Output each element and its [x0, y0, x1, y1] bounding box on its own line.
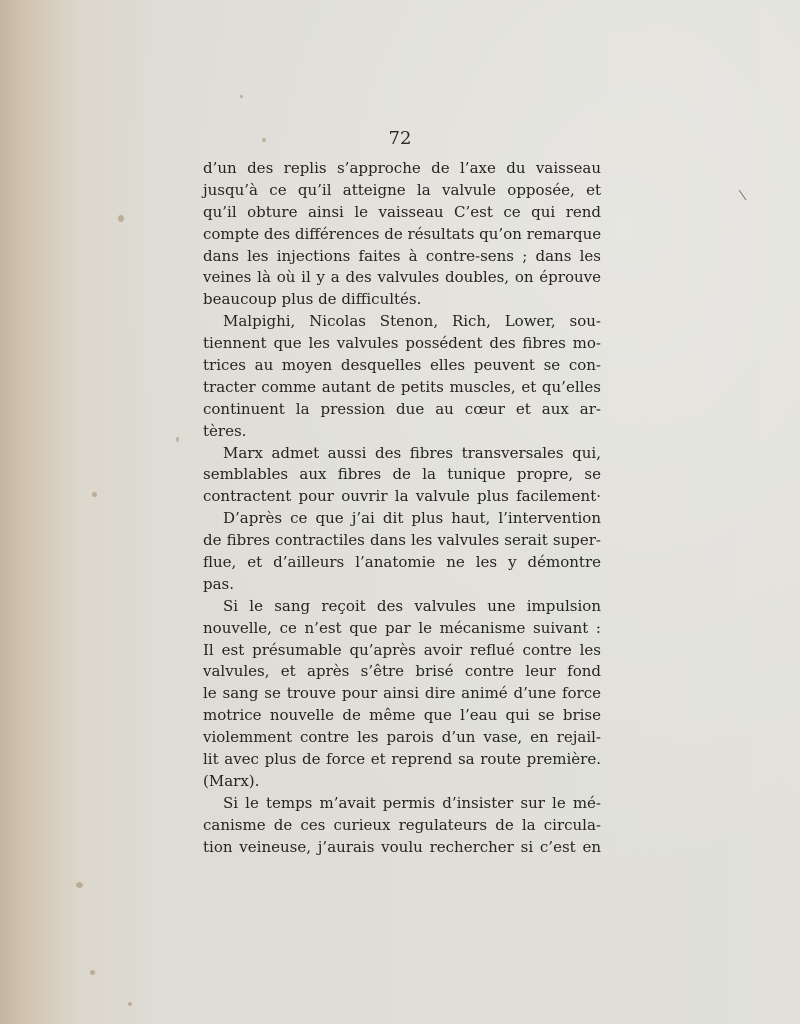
- text-line: D’après ce que j’ai dit plus haut, l’intervention: [223, 509, 601, 528]
- page-number: 72: [388, 128, 412, 149]
- text-line: (Marx).: [203, 771, 260, 790]
- text-line: nouvelle, ce n’est que par le mécanisme suivant :: [203, 618, 601, 637]
- text-line: violemment contre les parois d’un vase, en rejail-: [203, 728, 601, 747]
- text-line: lit avec plus de force et reprend sa route première.: [203, 750, 601, 769]
- text-line: Marx admet aussi des fibres transversales qui,: [223, 443, 601, 462]
- foxing-spot: [118, 215, 124, 222]
- text-line: tracter comme autant de petits muscles, et qu’elles: [203, 377, 601, 396]
- text-line: motrice nouvelle de même que l’eau qui se brise: [203, 706, 601, 725]
- text-line: compte des différences de résultats qu’on remarque: [203, 224, 602, 243]
- foxing-spot: [262, 138, 266, 142]
- text-line: tiennent que les valvules possédent des fibres mo-: [203, 334, 601, 353]
- foxing-spot: [92, 492, 97, 497]
- text-line: le sang se trouve pour ainsi dire animé d’une force: [203, 684, 601, 703]
- pen-mark: [731, 190, 747, 206]
- foxing-spot: [90, 970, 95, 975]
- text-line: trices au moyen desquelles elles peuvent se con-: [203, 356, 601, 375]
- text-line: canisme de ces curieux regulateurs de la circula-: [203, 815, 601, 834]
- text-line: veines là où il y a des valvules doubles, on éprouve: [203, 268, 601, 287]
- text-line: tion veineuse, j’aurais voulu rechercher si c’est en: [203, 837, 601, 856]
- foxing-spot: [128, 1002, 132, 1006]
- text-line: d’un des replis s’approche de l’axe du vaisseau: [203, 159, 601, 177]
- text-line: beaucoup plus de difficultés.: [203, 290, 422, 309]
- text-line: Si le sang reçoit des valvules une impulsion: [223, 596, 601, 615]
- text-line: Si le temps m’avait permis d’insister sur le mé-: [223, 793, 601, 812]
- text-line: qu’il obture ainsi le vaisseau C’est ce qui rend: [203, 202, 601, 221]
- text-line: Il est présumable qu’après avoir reflué contre les: [203, 640, 601, 659]
- text-line: semblables aux fibres de la tunique propre, se: [203, 465, 601, 484]
- text-line: dans les injections faites à contre-sens ; dans les: [203, 246, 601, 265]
- text-line: jusqu’à ce qu’il atteigne la valvule opposée, et: [203, 180, 601, 199]
- foxing-spot: [240, 95, 243, 98]
- foxing-spot: [176, 437, 179, 442]
- text-line: Malpighi, Nicolas Stenon, Rich, Lower, sou-: [223, 312, 601, 331]
- text-line: pas.: [203, 574, 235, 593]
- text-line: contractent pour ouvrir la valvule plus facilement·: [203, 487, 601, 506]
- foxing-spot: [76, 882, 83, 888]
- text-line: valvules, et après s’être brisé contre leur fond: [203, 662, 601, 681]
- text-line: continuent la pression due au cœur et aux ar-: [203, 399, 601, 418]
- text-line: flue, et d’ailleurs l’anatomie ne les y démontre: [203, 553, 601, 572]
- text-line: de fibres contractiles dans les valvules serait super-: [203, 531, 601, 550]
- body-text: [203, 158, 601, 859]
- text-line: tères.: [203, 421, 247, 440]
